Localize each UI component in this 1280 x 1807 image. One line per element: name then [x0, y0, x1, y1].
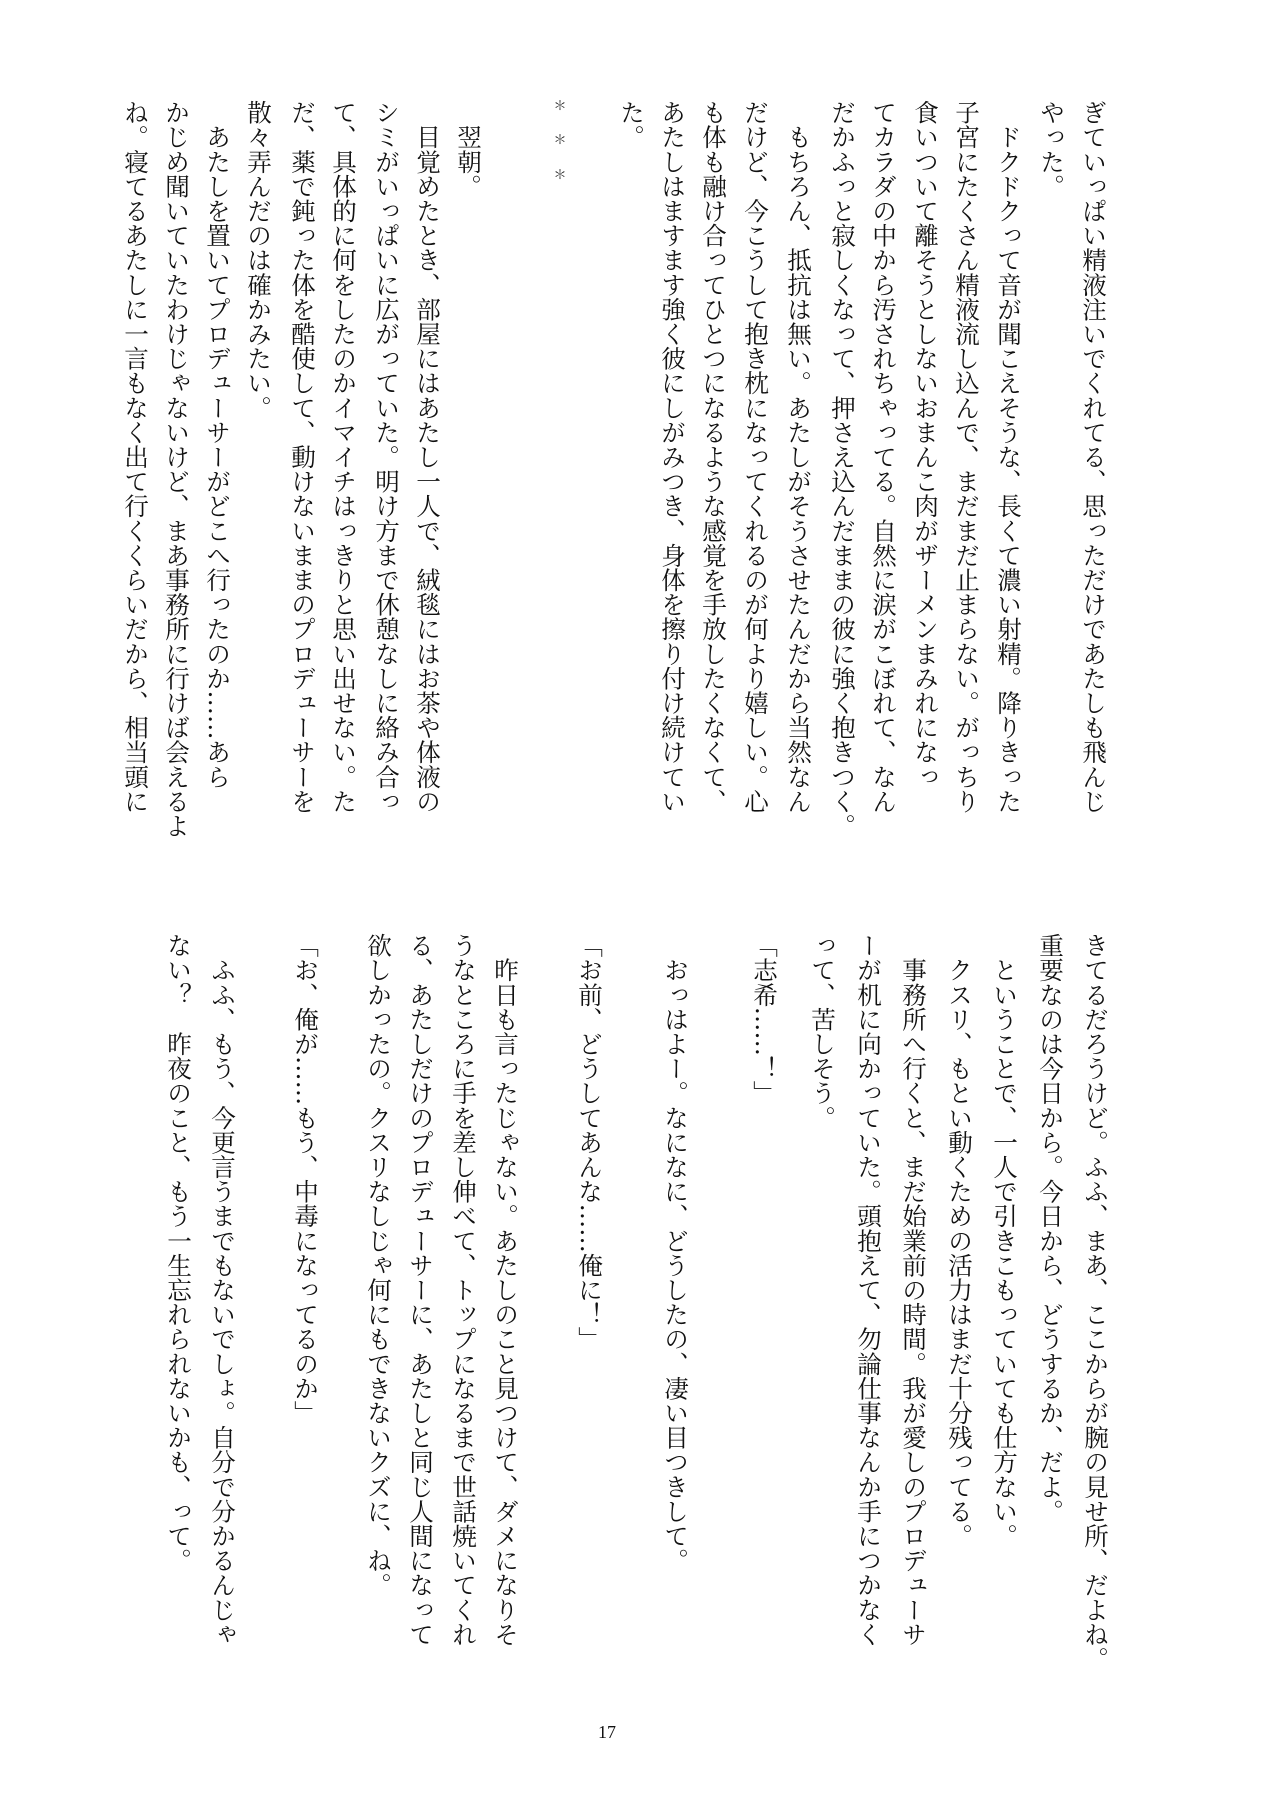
text-column: ふふ、もう、今更言うまでもないでしょ。自分で分かるんじゃ — [208, 933, 237, 1647]
text-column: きてるだろうけど。ふふ、まあ、ここからが腕の見せ所、だよね。 — [1081, 933, 1110, 1671]
text-column: だけど、今こうして抱き枕になってくれるのが何より嬉しい。心 — [741, 100, 770, 814]
text-column: も体も融け合ってひとつになるような感覚を手放したくなくて、 — [699, 100, 728, 814]
page-number: 17 — [598, 1722, 616, 1742]
text-column: 昨日も言ったじゃない。あたしのこと見つけて、ダメになりそ — [491, 933, 520, 1647]
text-column: 子宮にたくさん精液流し込んで、まだまだ止まらない。がっちり — [952, 100, 981, 814]
text-column: 「お、俺が……もう、中毒になってるのか」 — [291, 933, 320, 1425]
text-column: ということで、一人で引きこもっていても仕方ない。 — [990, 933, 1019, 1548]
text-column: 欲しかったの。クスリなしじゃ何にもできないクズに、ね。 — [364, 933, 393, 1598]
text-column: ない？ 昨夜のこと、もう一生忘れられないかも、って。 — [164, 933, 193, 1573]
text-column: だ、薬で鈍った体を酷使して、動けないままのプロデューサーを — [288, 100, 317, 814]
text-column: 事務所へ行くと、まだ始業前の時間。我が愛しのプロデューサ — [899, 933, 928, 1647]
asterisk-mark: ＊ — [553, 168, 567, 183]
text-column: かじめ聞いていたわけじゃないけど、まあ事務所に行けば会えるよ — [162, 100, 191, 838]
text-column: 散々弄んだのは確かみたい。 — [244, 100, 273, 420]
text-column: 「志希……！」 — [750, 933, 779, 1106]
text-column: て、具体的に何をしたのかイマイチはっきりと思い出せない。た — [329, 100, 358, 814]
text-column: 目覚めたとき、部屋にはあたし一人で、絨毯にはお茶や体液の — [413, 100, 442, 814]
text-column: おっはよー。なになに、どうしたの、凄い目つきして。 — [661, 933, 690, 1573]
text-column: うなところに手を差し伸べて、トップになるまで世話焼いてくれ — [449, 933, 478, 1647]
text-column: あたしはますます強く彼にしがみつき、身体を擦り付け続けてい — [658, 100, 687, 814]
text-column: やった。 — [1037, 100, 1066, 199]
text-column: ね。寝てるあたしに一言もなく出て行くくらいだから、相当頭に — [121, 100, 150, 814]
text-column: だかふっと寂しくなって、押さえ込んだままの彼に強く抱きつく。 — [828, 100, 857, 838]
text-column: てカラダの中から汚されちゃってる。自然に涙がこぼれて、なん — [869, 100, 898, 814]
text-column: もちろん、抵抗は無い。あたしがそうさせたんだから当然なん — [784, 100, 813, 814]
asterisk-mark: ＊ — [553, 99, 567, 114]
text-column: る、あたしだけのプロデューサーに、あたしと同じ人間になって — [406, 933, 435, 1647]
text-column: ぎていっぱい精液注いでくれてる、思っただけであたしも飛んじ — [1079, 100, 1108, 814]
text-column: 重要なのは今日から。今日から、どうするか、だよ。 — [1036, 933, 1065, 1524]
text-column: あたしを置いてプロデューサーがどこへ行ったのか……あら — [203, 100, 232, 789]
text-column: って、苦しそう。 — [808, 933, 837, 1130]
text-column: 翌朝。 — [454, 100, 483, 199]
text-column: 食いついて離そうとしないおまんこ肉がザーメンまみれになっ — [911, 100, 940, 789]
text-column: ドクドクって音が聞こえそうな、長くて濃い射精。降りきった — [994, 100, 1023, 814]
text-column: 「お前、どうしてあんな……俺に！」 — [575, 933, 604, 1352]
text-column: シミがいっぱいに広がっていた。明け方まで休憩なしに絡み合っ — [372, 100, 401, 814]
asterisk-mark: ＊ — [553, 133, 567, 148]
text-column: クスリ、もとい動くための活力はまだ十分残ってる。 — [945, 933, 974, 1548]
text-column: ーが机に向かっていた。頭抱えて、勿論仕事なんか手につかなく — [854, 933, 883, 1647]
text-column: た。 — [617, 100, 646, 150]
